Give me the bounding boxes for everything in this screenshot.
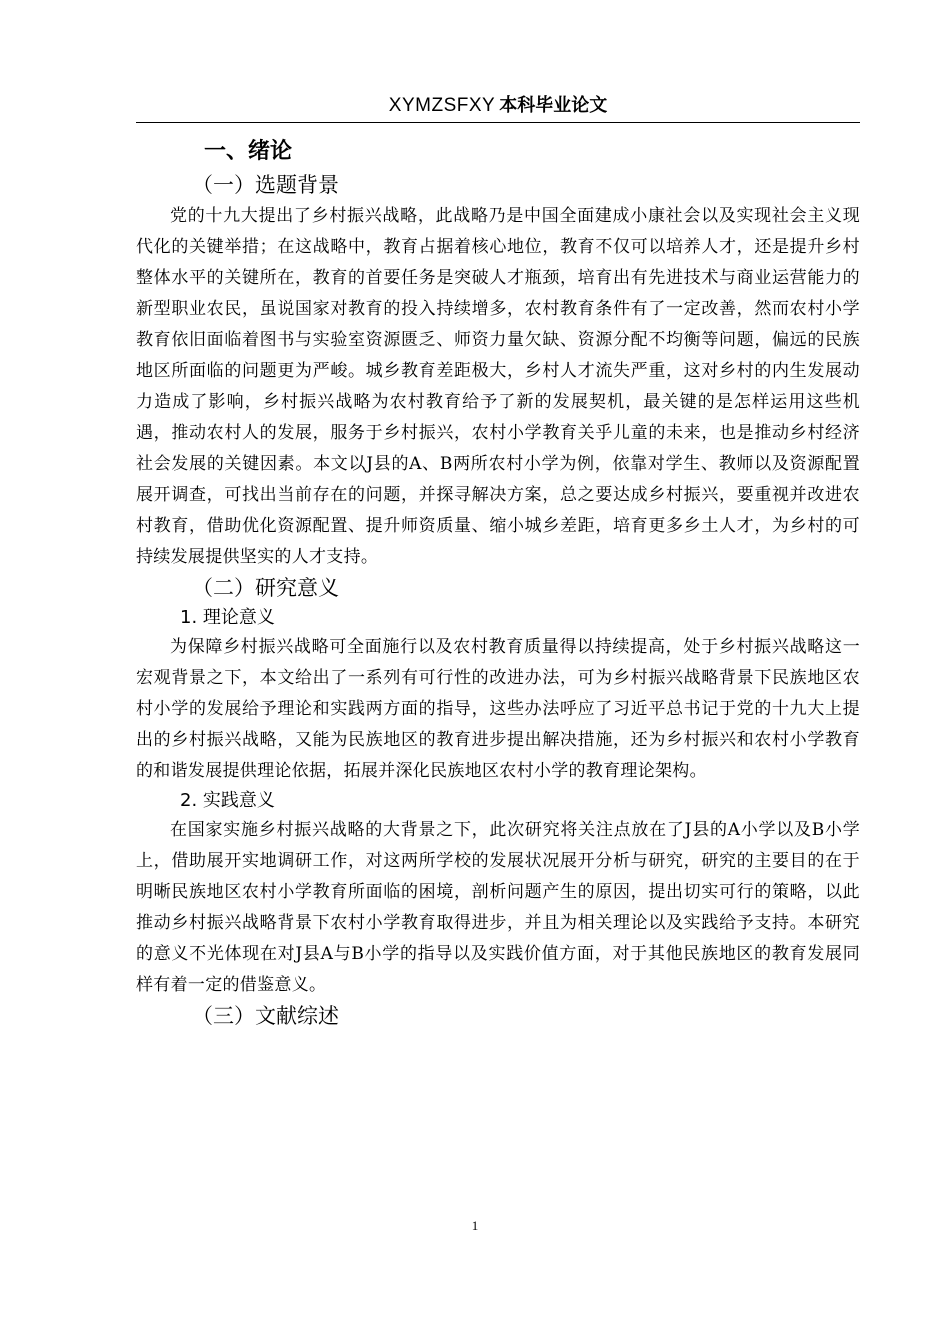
section-title-introduction: 一、绪论 bbox=[204, 139, 293, 164]
page-content bbox=[136, 136, 860, 1032]
paragraph-background: 党的十九大提出了乡村振兴战略，此战略乃是中国全面建成小康社会以及实现社会主义现代化的关键举措；在这战略中，教育占据着核心地位，教育不仅可以培养人才，还是提升乡村整体水平的关键所在，教育的首要任务是突破人才瓶颈，培育出有先进技术与商业运营能力的新型职业农民，虽说国家对教育的投入持续增多，农村教育条件有了一定改善，然而农村小学教育依旧面临着图书与实验室资源匮乏、师资力量欠缺、资源分配不均衡等问题，偏远的民族地区所面临的问题更为严峻。城乡教育差距极大，乡村人才流失严重，这对乡村的内生发展动力造成了影响，乡村振兴战略为农村教育给予了新的发展契机，最关键的是怎样运用这些机遇，推动农村人的发展，服务于乡村振兴，农村小学教育关乎儿童的未来，也是推动乡村经济社会发展的关键因素。本文以J县的A、B两所农村小学为例，依靠对学生、教师以及资源配置展开调查，可找出当前存在的问题，并探寻解决方案，总之要达成乡村振兴，要重视并改进农村教育，借助优化资源配置、提升师资质量、缩小城乡差距，培育更多乡土人才，为乡村的可持续发展提供坚实的人才支持。 bbox=[136, 206, 860, 567]
header-label: 本科毕业论文 bbox=[499, 95, 608, 116]
subsection-title-background: （一）选题背景 bbox=[192, 173, 339, 197]
page-number: 1 bbox=[471, 1218, 479, 1233]
point-title-theoretical: 1. 理论意义 bbox=[180, 607, 275, 628]
running-header bbox=[136, 92, 860, 119]
header-rule bbox=[136, 122, 860, 123]
paragraph-practical: 在国家实施乡村振兴战略的大背景之下，此次研究将关注点放在了J县的A小学以及B小学上，借助展开实地调研工作，对这两所学校的发展状况展开分析与研究，研究的主要目的在于明晰民族地区农村小学教育所面临的困境，剖析问题产生的原因，提出切实可行的策略，以此推动乡村振兴战略背景下农村小学教育取得进步，并且为相关理论以及实践给予支持。本研究的意义不光体现在对J县A与B小学的指导以及实践价值方面，对于其他民族地区的教育发展同样有着一定的借鉴意义。 bbox=[136, 820, 860, 995]
header-code: XYMZSFXY bbox=[388, 95, 496, 116]
subsection-title-literature-review: （三）文献综述 bbox=[192, 1004, 339, 1028]
paragraph-theoretical: 为保障乡村振兴战略可全面施行以及农村教育质量得以持续提高，处于乡村振兴战略这一宏观背景之下，本文给出了一系列有可行性的改进办法，可为乡村振兴战略背景下民族地区农村小学的发展给予理论和实践两方面的指导，这些办法呼应了习近平总书记于党的十九大上提出的乡村振兴战略，又能为民族地区的教育进步提出解决措施，还为乡村振兴和农村小学教育的和谐发展提供理论依据，拓展并深化民族地区农村小学的教育理论架构。 bbox=[136, 637, 860, 781]
subsection-title-significance: （二）研究意义 bbox=[192, 576, 339, 600]
point-title-practical: 2. 实践意义 bbox=[180, 790, 275, 811]
